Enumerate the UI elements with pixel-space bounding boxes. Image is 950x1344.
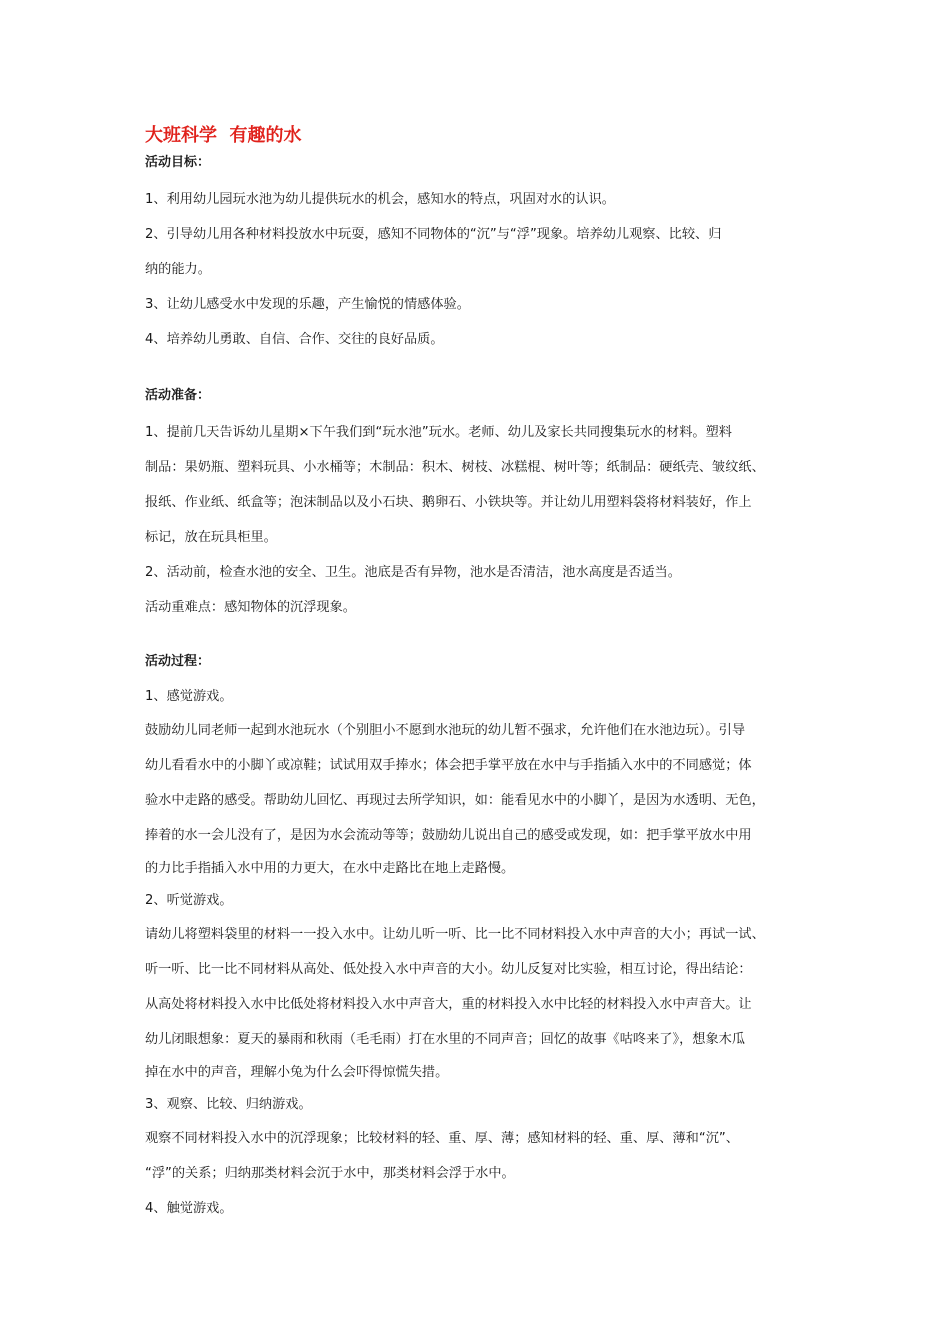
preparation-line: 2、活动前，检查水池的安全、卫生。池底是否有异物，池水是否清洁，池水高度是否适当。	[145, 565, 681, 580]
process-heading: 活动过程：	[145, 654, 211, 669]
goals-line: 1、利用幼儿园玩水池为幼儿提供玩水的机会，感知水的特点，巩固对水的认识。	[145, 192, 615, 207]
process-step-title: 2、听觉游戏。	[145, 893, 233, 908]
preparation-line: 1、提前几天告诉幼儿星期×下午我们到“玩水池”玩水。老师、幼儿及家长共同搜集玩水的材料。塑料	[145, 425, 732, 440]
preparation-line: 报纸、作业纸、纸盒等；泡沫制品以及小石块、鹅卵石、小铁块等。并让幼儿用塑料袋将材料装好，作上	[145, 495, 752, 510]
process-line: 鼓励幼儿同老师一起到水池玩水（个别胆小不愿到水池玩的幼儿暂不强求，允许他们在水池边玩）。引导	[145, 723, 746, 738]
process-line: 掉在水中的声音，理解小兔为什么会吓得惊慌失措。	[145, 1065, 449, 1080]
process-line: 从高处将材料投入水中比低处将材料投入水中声音大，重的材料投入水中比轻的材料投入水中声音大。让	[145, 997, 752, 1012]
goals-line: 4、培养幼儿勇敢、自信、合作、交往的良好品质。	[145, 332, 444, 347]
process-line: 捧着的水一会儿没有了，是因为水会流动等等；鼓励幼儿说出自己的感受或发现，如：把手掌平放水中用	[145, 828, 752, 843]
process-line: “浮”的关系；归纳那类材料会沉于水中，那类材料会浮于水中。	[145, 1166, 515, 1181]
goals-heading: 活动目标：	[145, 155, 211, 170]
document-title: 大班科学 有趣的水	[145, 125, 302, 146]
process-line: 的力比手指插入水中用的力更大，在水中走路比在地上走路慢。	[145, 861, 515, 876]
process-line: 请幼儿将塑料袋里的材料一一投入水中。让幼儿听一听、比一比不同材料投入水中声音的大小；再试一试、	[145, 927, 765, 942]
process-line: 听一听、比一比不同材料从高处、低处投入水中声音的大小。幼儿反复对比实验，相互讨论，得出结论：	[145, 962, 752, 977]
section-spacer	[145, 625, 817, 651]
process-step-title: 3、观察、比较、归纳游戏。	[145, 1097, 312, 1112]
goals-line: 3、让幼儿感受水中发现的乐趣，产生愉悦的情感体验。	[145, 297, 470, 312]
goals-line: 2、引导幼儿用各种材料投放水中玩耍，感知不同物体的“沉”与“浮”现象。培养幼儿观察、比较、归	[145, 227, 722, 242]
section-spacer	[145, 357, 817, 385]
process-step-title: 4、触觉游戏。	[145, 1201, 233, 1216]
preparation-heading: 活动准备：	[145, 388, 211, 403]
key-difficulty-line: 活动重难点：感知物体的沉浮现象。	[145, 600, 356, 615]
process-line: 验水中走路的感受。帮助幼儿回忆、再现过去所学知识，如：能看见水中的小脚丫，是因为水透明、无色，	[145, 793, 765, 808]
preparation-line: 制品：果奶瓶、塑料玩具、小水桶等；木制品：积木、树枝、冰糕棍、树叶等；纸制品：硬纸壳、皱纹纸、	[145, 460, 765, 475]
goals-line: 纳的能力。	[145, 262, 211, 277]
preparation-line: 标记，放在玩具柜里。	[145, 530, 277, 545]
process-line: 幼儿看看水中的小脚丫或凉鞋；试试用双手捧水；体会把手掌平放在水中与手指插入水中的不同感觉；体	[145, 758, 752, 773]
process-line: 观察不同材料投入水中的沉浮现象；比较材料的轻、重、厚、薄；感知材料的轻、重、厚、薄和“沉”、	[145, 1131, 739, 1146]
document-page	[145, 122, 817, 1226]
process-line: 幼儿闭眼想象：夏天的暴雨和秋雨（毛毛雨）打在水里的不同声音；回忆的故事《咕咚来了》，想象木瓜	[145, 1032, 746, 1047]
process-step-title: 1、感觉游戏。	[145, 689, 233, 704]
